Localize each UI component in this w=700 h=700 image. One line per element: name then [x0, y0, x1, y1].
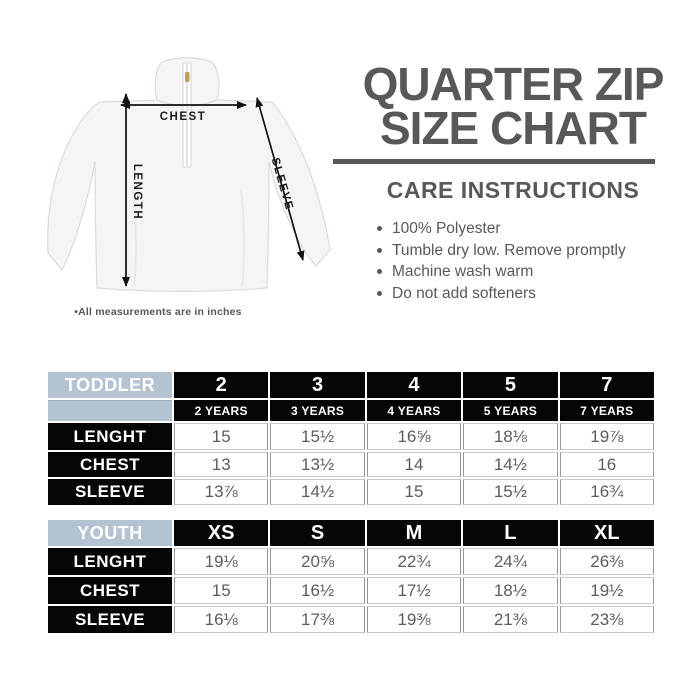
table-cell: 16⅛ — [174, 606, 268, 633]
table-cell: 19½ — [560, 577, 654, 604]
chest-label: CHEST — [159, 111, 207, 123]
table-cell: 26⅜ — [560, 548, 654, 575]
youth-size-table — [48, 520, 654, 633]
care-item — [377, 240, 693, 262]
table-cell: 13½ — [270, 452, 364, 477]
toddler-row-label: SLEEVE — [48, 479, 172, 505]
care-item — [377, 283, 693, 305]
quarter-zip-illustration — [45, 54, 337, 306]
care-item — [377, 261, 693, 283]
care-item — [377, 218, 693, 240]
care-instructions-list — [333, 218, 693, 304]
toddler-group-spacer — [48, 400, 172, 421]
table-cell: 14½ — [463, 452, 557, 477]
youth-row-label: SLEEVE — [48, 606, 172, 633]
toddler-group-header: TODDLER — [48, 372, 172, 398]
toddler-row-label: LENGHT — [48, 423, 172, 450]
table-cell: 16 — [560, 452, 654, 477]
table-cell: 16½ — [270, 577, 364, 604]
table-cell: 17½ — [367, 577, 461, 604]
table-cell: 15½ — [270, 423, 364, 450]
table-cell: 13⅞ — [174, 479, 268, 505]
care-item-text: Tumble dry low. Remove promptly — [392, 241, 626, 259]
table-cell: 18⅛ — [463, 423, 557, 450]
table-cell: 15½ — [463, 479, 557, 505]
care-instructions-heading: CARE INSTRUCTIONS — [386, 177, 640, 203]
care-item-text: Machine wash warm — [392, 263, 534, 280]
table-cell: 21⅜ — [463, 606, 557, 633]
table-cell: 22¾ — [367, 548, 461, 575]
sleeve-label: SLEEVE — [268, 156, 296, 212]
table-cell: 13 — [174, 452, 268, 477]
zipper-pull — [185, 72, 190, 82]
table-cell: 15 — [174, 577, 268, 604]
header-column — [333, 58, 693, 304]
youth-row-label: CHEST — [48, 577, 172, 604]
table-cell: 14 — [367, 452, 461, 477]
youth-size-header: L — [463, 520, 557, 546]
table-cell: 23⅜ — [560, 606, 654, 633]
toddler-age-header: 5 YEARS — [463, 400, 557, 421]
table-cell: 20⅝ — [270, 548, 364, 575]
toddler-size-table — [48, 372, 654, 505]
table-cell: 15 — [174, 423, 268, 450]
table-cell: 18½ — [463, 577, 557, 604]
care-item-text: Do not add softeners — [392, 284, 536, 302]
bullet-icon — [377, 291, 382, 296]
care-item-text: 100% Polyester — [392, 220, 501, 237]
table-cell: 19⅛ — [174, 548, 268, 575]
table-cell: 19⅜ — [367, 606, 461, 633]
toddler-size-header: 4 — [367, 372, 461, 398]
table-cell: 15 — [367, 479, 461, 505]
length-label: LENGTH — [131, 163, 143, 221]
table-cell: 19⅞ — [560, 423, 654, 450]
toddler-age-header: 4 YEARS — [367, 400, 461, 421]
youth-row-label: LENGHT — [48, 548, 172, 575]
measurements-caption: •All measurements are in inches — [74, 306, 242, 318]
toddler-age-header: 3 YEARS — [270, 400, 364, 421]
youth-group-header: YOUTH — [48, 520, 172, 546]
bullet-icon — [377, 226, 382, 231]
toddler-size-header: 3 — [270, 372, 364, 398]
garment-figure — [45, 54, 337, 306]
toddler-row-label: CHEST — [48, 452, 172, 477]
youth-size-header: M — [367, 520, 461, 546]
youth-size-header: XL — [560, 520, 654, 546]
youth-size-header: XS — [174, 520, 268, 546]
table-cell: 24¾ — [463, 548, 557, 575]
bullet-icon — [377, 248, 382, 253]
table-cell: 17⅜ — [270, 606, 364, 633]
table-cell: 16¾ — [560, 479, 654, 505]
title-divider — [333, 159, 655, 164]
toddler-age-header: 2 YEARS — [174, 400, 268, 421]
toddler-size-header: 7 — [560, 372, 654, 398]
table-cell: 16⅝ — [367, 423, 461, 450]
bullet-icon — [377, 269, 382, 274]
toddler-age-header: 7 YEARS — [560, 400, 654, 421]
table-cell: 14½ — [270, 479, 364, 505]
toddler-size-header: 2 — [174, 372, 268, 398]
toddler-size-header: 5 — [463, 372, 557, 398]
youth-size-header: S — [270, 520, 364, 546]
page-title-line1: QUARTER ZIP — [362, 58, 664, 110]
page-title-line2: SIZE CHART — [380, 102, 646, 154]
